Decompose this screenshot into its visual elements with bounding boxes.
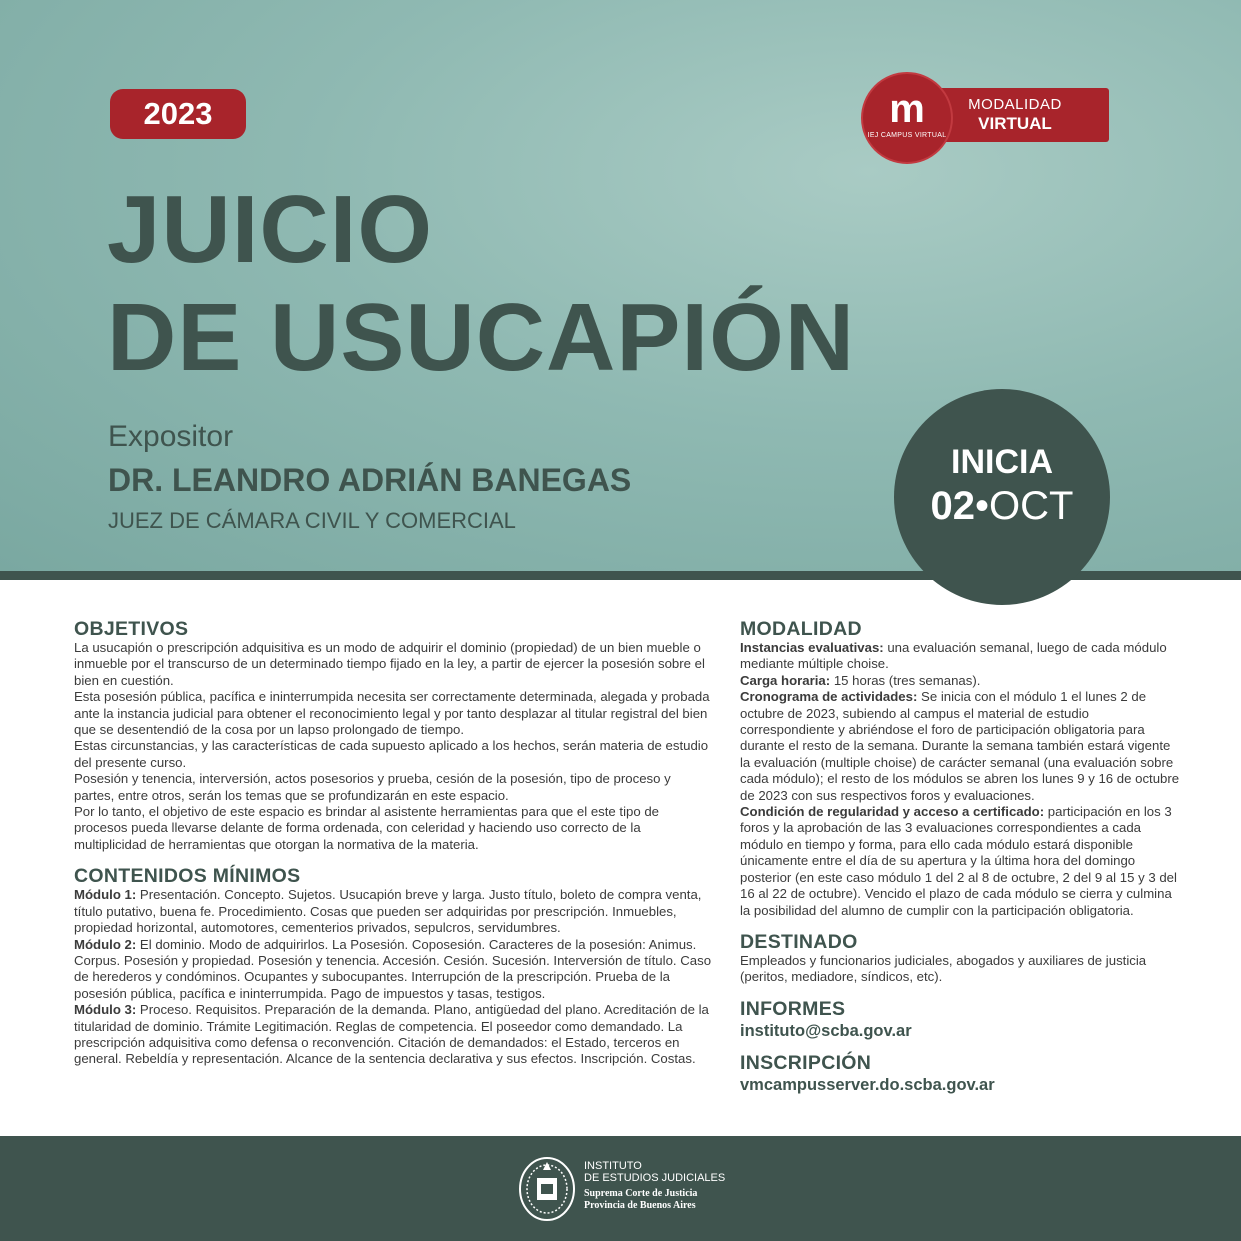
modalidad-text: Se inicia con el módulo 1 el lunes 2 de octubre de 2023, subiendo al campus el material de estudio correspondiente y abriéndose el foro de participación obligatoria para durante el resto de la semana. Durante la semana también estará vigente la evaluación (multiple choise) de carácter semanal (una evaluación sobre cada módulo); el resto de los módulos se abren los lunes 9 y 16 de octubre de 2023 con sus respectivos foros y evaluaciones. (740, 689, 1180, 803)
contenidos-heading: CONTENIDOS MÍNIMOS (74, 865, 301, 888)
module-label: Módulo 3: (74, 1002, 137, 1018)
modalidad-label: Instancias evaluativas: (740, 640, 884, 655)
objetivos-heading: OBJETIVOS (74, 618, 189, 640)
institute-line4: Provincia de Buenos Aires (584, 1200, 696, 1211)
start-label: INICIA (951, 443, 1053, 481)
modalidad-item (740, 689, 1180, 804)
modalidad-text: 15 horas (tres semanas). (830, 672, 981, 688)
modality-line1: MODALIDAD (968, 96, 1062, 113)
footer (0, 1136, 1241, 1241)
destinado-text: Empleados y funcionarios judiciales, abogados y auxiliares de justicia (peritos, mediadore, síndicos, etc). (740, 952, 1147, 985)
course-title-line1: JUICIO (107, 176, 434, 283)
modality-line2: VIRTUAL (978, 114, 1052, 133)
modalidad-text: participación en los 3 foros y la aprobación de las 3 evaluaciones correspondientes a cada módulo en tiempo y forma, para ello cada módulo estará disponible únicamente entre el día de su apertura y la última hora del domingo posterior (en este caso módulo 1 del 2 al 8 de octubre, 2 del 9 al 15 y 3 del 16 al 22 de octubre). Vencido el plazo de cada módulo se cierra y culmina la posibilidad del alumno de cumplir con la participación obligatoria. (740, 804, 1177, 918)
module-text: El dominio. Modo de adquirirlos. La Posesión. Coposesión. Caracteres de la posesión: Animus. Corpus. Posesión y propiedad. Posesión y tenencia. Accesión. Cesión. Sucesión. Interversión de título. Caso de herederos y condóminos. Ocupantes y subocupantes. Interrupción de la prescripción. Prueba de la posesión pública, pacífica e ininterrumpida. Pago de impuestos y tasas, testigos. (74, 936, 712, 1001)
modalidad-label: Condición de regularidad y acceso a certificado: (740, 804, 1045, 820)
modalidad-heading: MODALIDAD (740, 618, 862, 640)
expositor-label: Expositor (108, 420, 234, 453)
campus-virtual-logo (861, 72, 953, 164)
campus-logo-letter: m (889, 87, 925, 131)
expositor-role: JUEZ DE CÁMARA CIVIL Y COMERCIAL (108, 508, 516, 533)
institute-line3: Suprema Corte de Justicia (584, 1188, 698, 1199)
year-badge: 2023 (110, 89, 246, 139)
modalidad-label: Carga horaria: (740, 672, 831, 688)
module-label: Módulo 2: (74, 936, 137, 952)
start-day: 02 (930, 484, 976, 528)
objetivos-paragraph: Estas circunstancias, y las características de cada supuesto aplicado a los hechos, serán materia de estudio del presente curso. (74, 738, 709, 770)
module-text: Presentación. Concepto. Sujetos. Usucapión breve y larga. Justo título, boleto de compra venta, título putativo, buena fe. Procedimiento. Cosas que pueden ser adquiridas por prescripción. Inmuebles, propiedad horizontal, automotores, cementerios privados, sepulcros, servidumbres. (74, 887, 702, 936)
modalidad-item (740, 804, 1180, 919)
expositor-name: DR. LEANDRO ADRIÁN BANEGAS (108, 462, 632, 498)
institute-name (584, 1160, 725, 1212)
right-column (740, 618, 1180, 1096)
modalidad-label: Cronograma de actividades: (740, 689, 918, 705)
institute-seal-icon (516, 1154, 578, 1224)
institute-line1: INSTITUTO (584, 1160, 642, 1172)
informes-email-link[interactable]: instituto@scba.gov.ar (740, 1021, 912, 1040)
start-month: OCT (989, 484, 1074, 528)
start-date-circle (894, 389, 1110, 605)
modalidad-item (740, 640, 1180, 673)
course-title-line2: DE USUCAPIÓN (107, 284, 856, 391)
modalidad-item (740, 673, 1180, 689)
objetivos-paragraph: Esta posesión pública, pacífica e ininterrumpida necesita ser correctamente determinada, alegada y probada ante la instancia judicial para obtener el reconocimiento legal y por tanto desplazar al titular registral del bien que se desentendió de la cosa por un lapso prolongado de tiempo. (74, 689, 710, 738)
module-item (74, 887, 714, 936)
modality-badge (861, 72, 1111, 162)
institute-line2: DE ESTUDIOS JUDICIALES (584, 1172, 726, 1184)
objetivos-paragraph: Por lo tanto, el objetivo de este espacio es brindar al asistente herramientas para que el este tipo de procesos pueda llevarse delante de forma ordenada, con celeridad y haciendo uso correcto de la multiplicidad de herramientas que otorgan la normativa de la materia. (74, 804, 660, 852)
informes-heading: INFORMES (740, 997, 846, 1020)
start-sep: • (975, 484, 990, 528)
module-text: Proceso. Requisitos. Preparación de la demanda. Plano, antigüedad del plano. Acreditación de la titularidad de dominio. Trámite Legitimación. Reglas de competencia. El poseedor como demandado. La prescripción adquisitiva como defensa o reconvención. Citación de demandados: el Estado, terceros en general. Rebeldía y representación. Alcance de la sentencia declarativa y sus efectos. Inscripción. Costas. (74, 1002, 709, 1067)
left-column (74, 618, 714, 1068)
objetivos-paragraph: La usucapión o prescripción adquisitiva es un modo de adquirir el dominio (propiedad) de un bien mueble o inmueble por el transcurso de un determinado tiempo fijado en la ley, a partir de ejercer la posesión sobre el bien en cuestión. (74, 640, 705, 688)
destinado-heading: DESTINADO (740, 930, 858, 953)
modalidad-text: una evaluación semanal, luego de cada módulo mediante múltiple choise. (740, 640, 1167, 672)
module-item (74, 937, 714, 1003)
inscripcion-url-link[interactable]: vmcampusserver.do.scba.gov.ar (740, 1075, 995, 1094)
campus-logo-caption: IEJ CAMPUS VIRTUAL (867, 132, 947, 139)
module-label: Módulo 1: (74, 887, 137, 903)
objetivos-paragraph: Posesión y tenencia, interversión, actos posesorios y prueba, cesión de la posesión, tipo de proceso y partes, entre otros, serán los temas que se profundizarán en este espacio. (74, 771, 671, 803)
inscripcion-heading: INSCRIPCIÓN (740, 1051, 872, 1074)
module-item (74, 1002, 714, 1068)
start-date (894, 484, 1110, 529)
course-title (107, 176, 855, 392)
